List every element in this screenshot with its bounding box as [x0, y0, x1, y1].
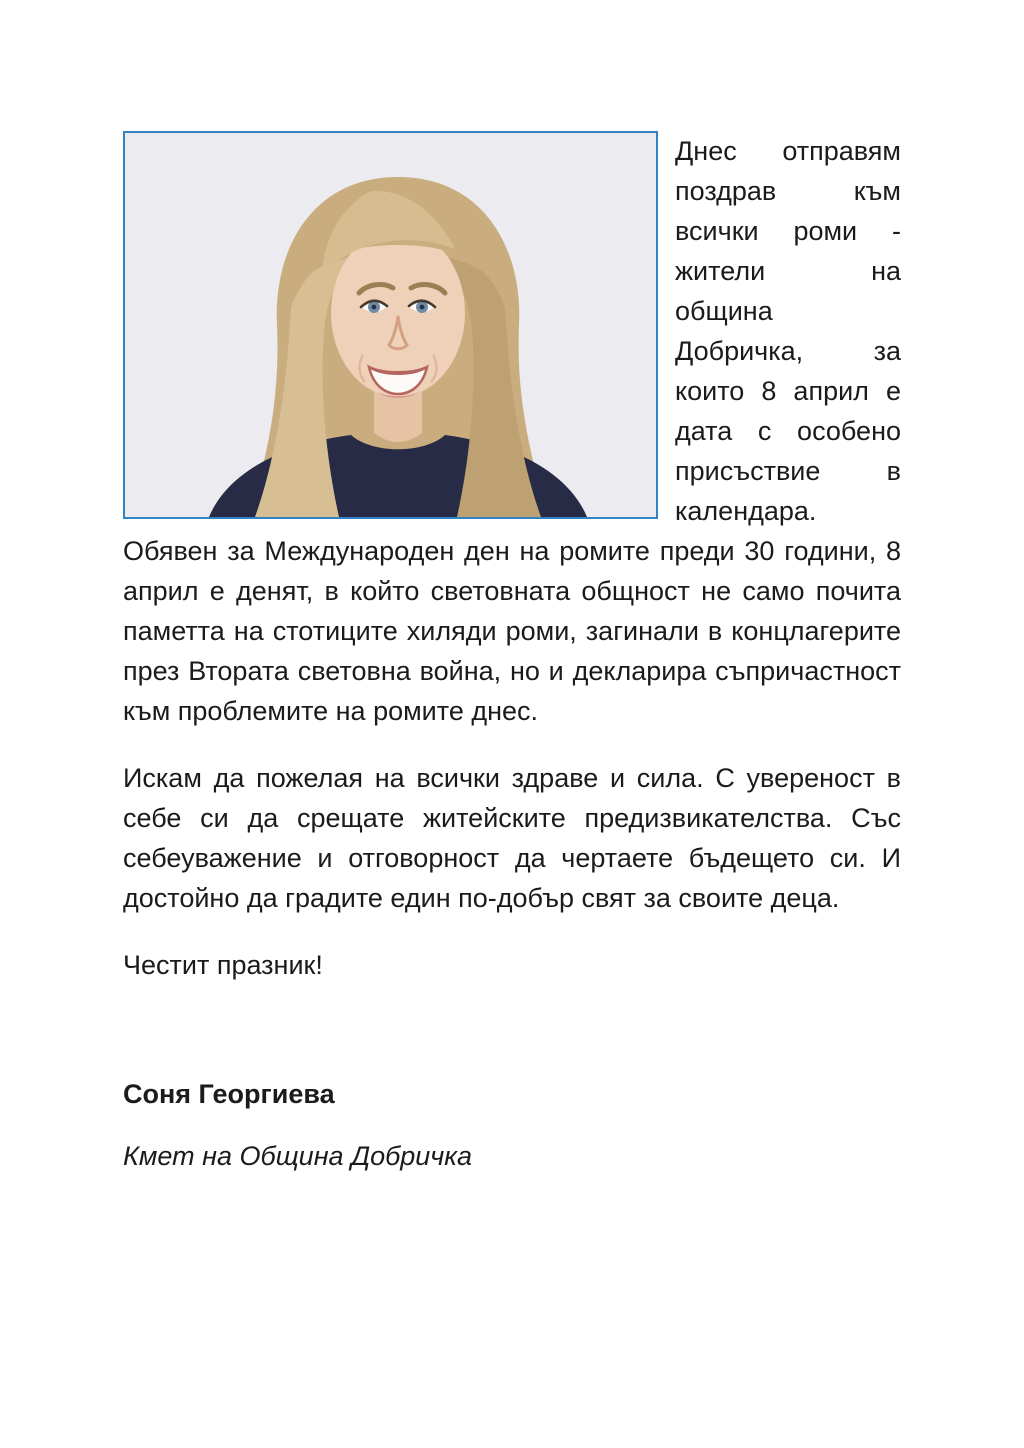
blank-space: [123, 1012, 901, 1074]
document-content: [123, 131, 901, 1203]
paragraph-wishes: Искам да пожелая на всички здраве и сила. С увереност в себе си да срещате житейските предизвикателства. Със себеуважение и отговорност да чертаете бъдещето си. И достойно да градите един по-добър свят за своите деца.: [123, 763, 901, 913]
paragraph-greeting: Днес отправям поздрав към всички роми - жители на община Добричка, за които 8 април е дата с особено присъствие в календара. Обявен за Международен ден на ромите преди 30 години, 8 април е денят, в който световната общност не само почита паметта на стотиците хиляди роми, загинали в концлагерите през Втората световна война, но и декларира съпричастност към проблемите на ромите днес.: [123, 136, 901, 726]
portrait-photo: [123, 131, 658, 519]
signature-name: Соня Георгиева: [123, 1079, 335, 1109]
portrait-illustration: [125, 133, 656, 517]
paragraph-holiday: Честит празник!: [123, 950, 323, 980]
signature-title: Кмет на Община Добричка: [123, 1141, 473, 1171]
